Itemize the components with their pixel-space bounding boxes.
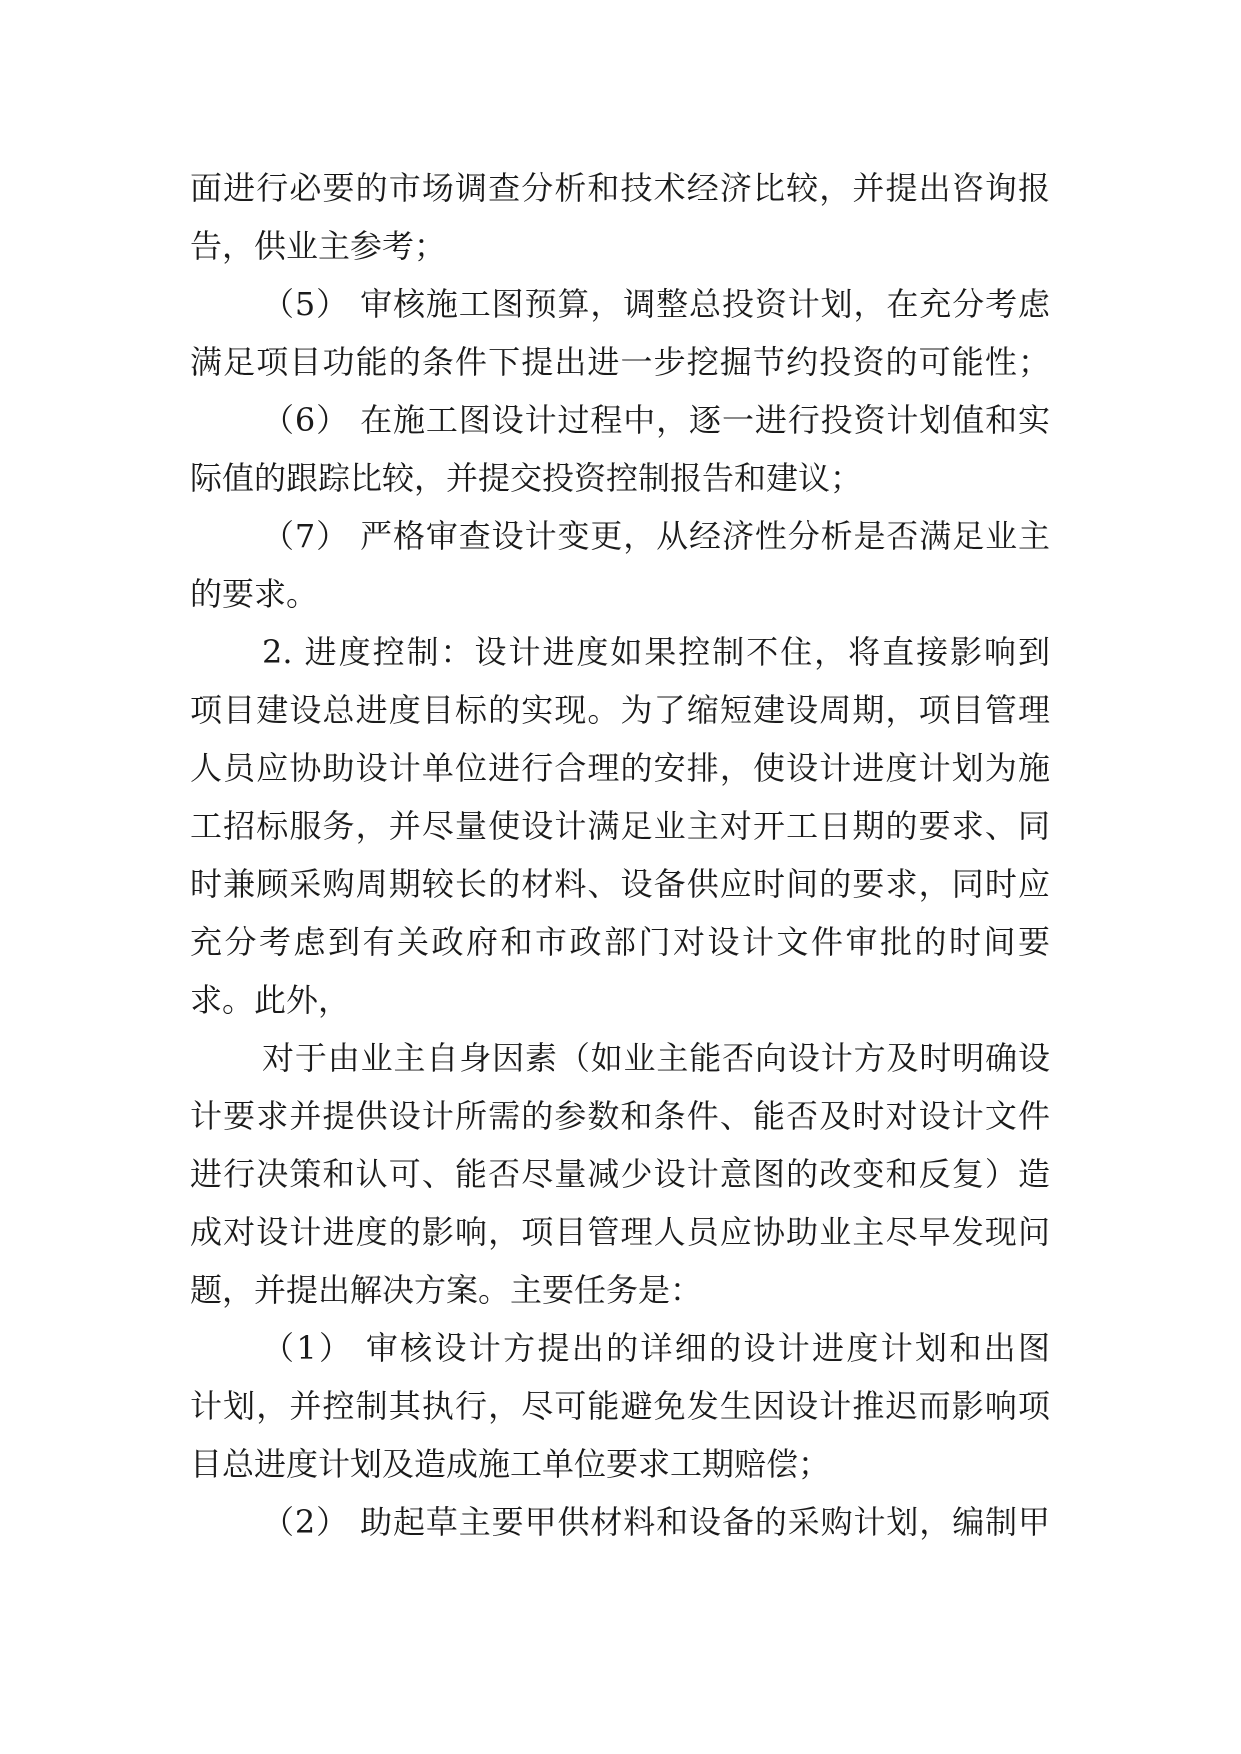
text-line-15: 求。此外， (190, 981, 351, 1019)
text-line-11: 人员应协助设计单位进行合理的安排，使设计进度计划为施 (190, 749, 1050, 787)
text-line-7: （7） 严格审查设计变更，从经济性分析是否满足业主 (262, 517, 1050, 555)
text-line-16: 对于由业主自身因素（如业主能否向设计方及时明确设 (262, 1039, 1050, 1077)
text-line-3: （5） 审核施工图预算，调整总投资计划，在充分考虑 (262, 285, 1050, 323)
text-line-9: 2. 进度控制：设计进度如果控制不住，将直接影响到 (262, 633, 1050, 671)
text-line-8: 的要求。 (190, 575, 319, 613)
text-line-23: 目总进度计划及造成施工单位要求工期赔偿； (190, 1445, 831, 1483)
text-line-22: 计划，并控制其执行，尽可能避免发生因设计推迟而影响项 (190, 1387, 1050, 1425)
text-line-20: 题，并提出解决方案。主要任务是： (190, 1271, 703, 1309)
text-line-4: 满足项目功能的条件下提出进一步挖掘节约投资的可能性； (190, 343, 1050, 381)
text-line-1: 面进行必要的市场调查分析和技术经济比较，并提出咨询报 (190, 169, 1050, 207)
text-line-5: （6） 在施工图设计过程中，逐一进行投资计划值和实 (262, 401, 1050, 439)
text-line-2: 告，供业主参考； (190, 227, 447, 265)
text-line-19: 成对设计进度的影响，项目管理人员应协助业主尽早发现问 (190, 1213, 1050, 1251)
text-line-13: 时兼顾采购周期较长的材料、设备供应时间的要求，同时应 (190, 865, 1050, 903)
text-line-18: 进行决策和认可、能否尽量减少设计意图的改变和反复）造 (190, 1155, 1050, 1193)
text-line-21: （1） 审核设计方提出的详细的设计进度计划和出图 (262, 1329, 1050, 1367)
text-line-12: 工招标服务，并尽量使设计满足业主对开工日期的要求、同 (190, 807, 1050, 845)
text-line-17: 计要求并提供设计所需的参数和条件、能否及时对设计文件 (190, 1097, 1050, 1135)
text-line-14: 充分考虑到有关政府和市政部门对设计文件审批的时间要 (190, 923, 1050, 961)
text-line-10: 项目建设总进度目标的实现。为了缩短建设周期，项目管理 (190, 691, 1050, 729)
text-line-24: （2） 助起草主要甲供材料和设备的采购计划，编制甲 (262, 1503, 1050, 1541)
text-line-6: 际值的跟踪比较，并提交投资控制报告和建议； (190, 459, 863, 497)
